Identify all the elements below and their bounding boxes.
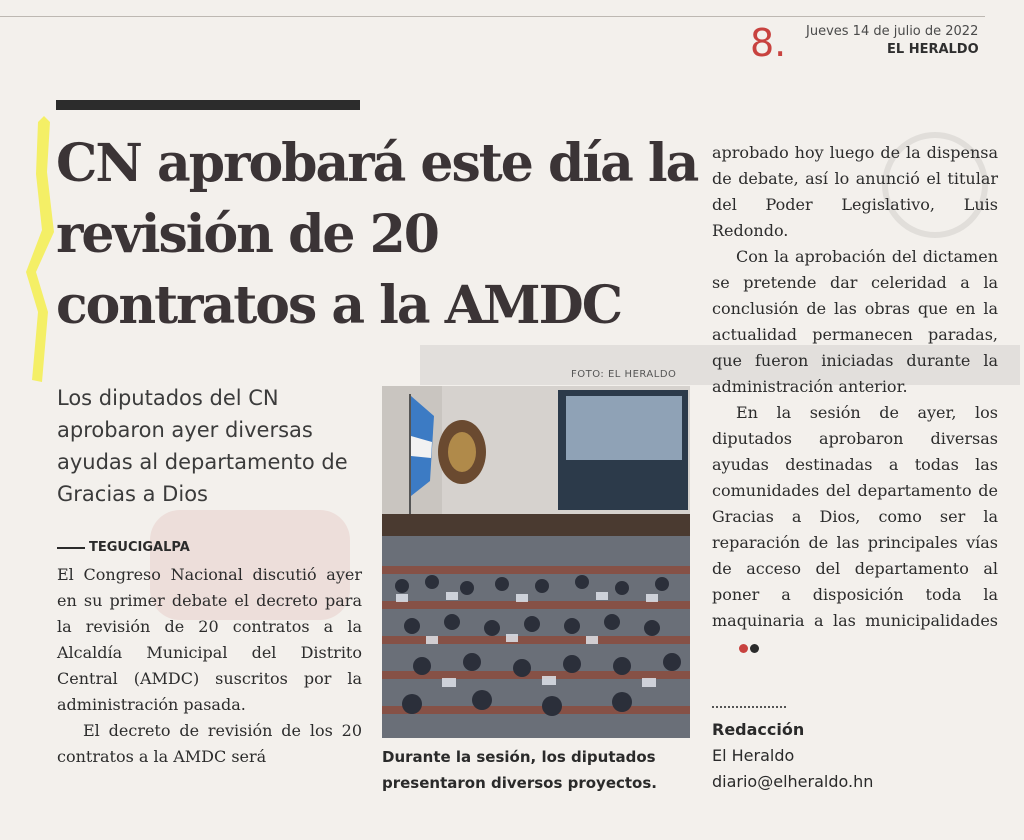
photo-credit: FOTO: EL HERALDO — [571, 369, 677, 380]
body-paragraph-last — [712, 400, 998, 661]
dateline — [57, 540, 190, 555]
paper-name: EL HERALDO — [887, 42, 979, 57]
body-column-left — [57, 562, 362, 770]
byline-label: Redacción — [712, 720, 805, 739]
page-number: 8. — [750, 21, 787, 65]
top-rule — [0, 16, 985, 17]
byline-name: El Heraldo — [712, 746, 795, 765]
headline: CN aprobará este día la revisión de 20 contratos a la AMDC — [56, 133, 698, 336]
body-column-right — [712, 140, 998, 661]
body-paragraph: El Congreso Nacional discutió ayer en su primer debate el decreto para la revisión de 20 contratos a la Alcaldía Municipal del Distrito Central (AMDC) suscritos por la administración pasada. — [57, 565, 362, 714]
highlighter-mark — [14, 112, 62, 387]
dateline-rule — [57, 547, 85, 549]
byline-divider — [712, 706, 786, 708]
headline-bar — [56, 100, 360, 110]
byline-email: diario@elheraldo.hn — [712, 772, 874, 791]
dateline-text: TEGUCIGALPA — [89, 540, 190, 555]
last-paragraph-text: En la sesión de ayer, los diputados aprobaron diversas ayudas destinadas a todas las comunidades del departamento de Gracias a Dios, como ser la reparación de las principales vías de acceso del departamento al poner a disposición toda la maquinaria a las municipalidades — [712, 403, 998, 630]
congress-session-photo — [382, 386, 690, 738]
photo-illustration — [382, 386, 690, 738]
end-of-article-dots-icon — [715, 635, 761, 661]
page-date: Jueves 14 de julio de 2022 — [806, 24, 979, 39]
body-paragraph: aprobado hoy luego de la dispensa de debate, así lo anunció el titular del Poder Legislativo, Luis Redondo. — [712, 143, 998, 240]
body-paragraph: Con la aprobación del dictamen se pretende dar celeridad a la conclusión de las obras que en la actualidad permanecen paradas, que fueron iniciadas durante la administración anterior. — [712, 247, 998, 396]
deck: Los diputados del CN aprobaron ayer diversas ayudas al departamento de Gracias a Dios — [57, 386, 348, 506]
photo-caption: Durante la sesión, los diputados presentaron diversos proyectos. — [382, 748, 657, 792]
body-paragraph: El decreto de revisión de los 20 contratos a la AMDC será — [57, 721, 362, 766]
